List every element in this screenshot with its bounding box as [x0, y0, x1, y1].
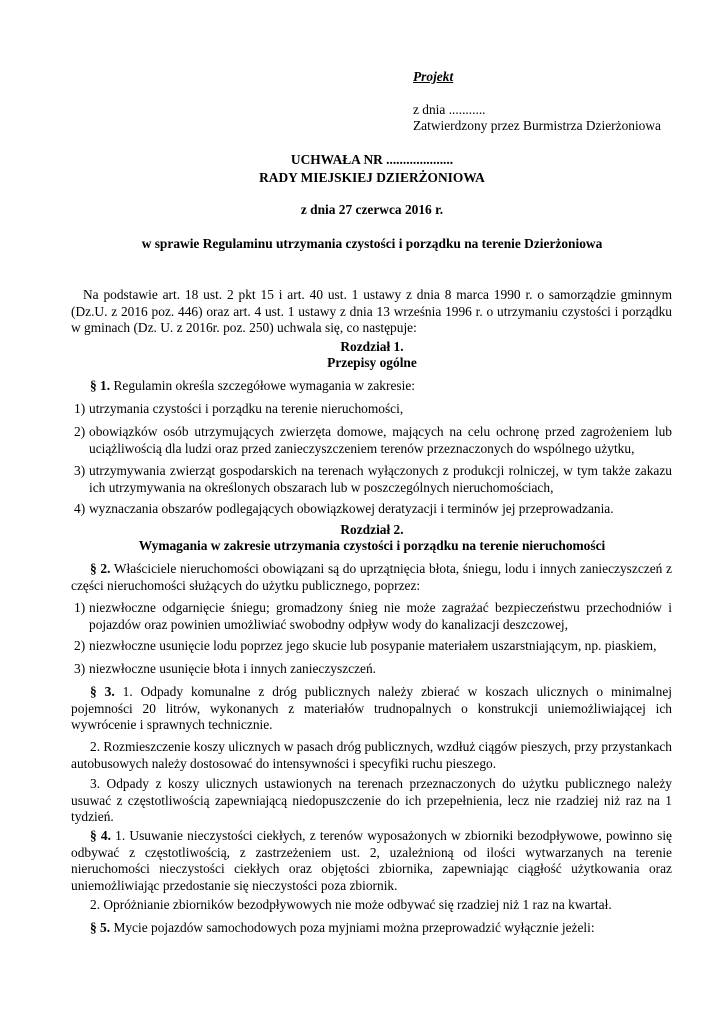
item-text: niezwłoczne odgarnięcie śniegu; gromadzony śnieg nie może zagrażać bezpieczeństwu przechodniów i pojazdów oraz powinien umożliwiać swobodny odpływ wody do kanalizacji deszczowej, [89, 600, 672, 632]
council-name: RADY MIEJSKIEJ DZIERŻONIOWA [259, 170, 485, 185]
item-text: utrzymywania zwierząt gospodarskich na terenach wyłączonych z produkcji rolniczej, w tym także zakazu ich utrzymywania na określonych obszarach lub w poszczególnych nieruchomościach, [89, 463, 672, 495]
par5-text: Mycie pojazdów samochodowych poza myjniami można przeprowadzić wyłącznie jeżeli: [110, 920, 595, 935]
item-number: 3) [74, 463, 86, 478]
par4-p2: 2. Opróżnianie zbiorników bezodpływowych nie może odbywać się rzadziej niż 1 raz na kwartał. [90, 897, 612, 912]
list-item [74, 661, 672, 678]
approved-line: Zatwierdzony przez Burmistrza Dzierżoniowa [413, 118, 661, 133]
chapter1-title: Przepisy ogólne [327, 355, 417, 370]
par1-text: Regulamin określa szczegółowe wymagania w zakresie: [110, 378, 415, 393]
par3-p1 [71, 684, 672, 734]
par4-text: 1. Usuwanie nieczystości ciekłych, z terenów wyposażonych w zbiorniki bezodpływowe, powinno się odbywać z częstotliwością, z zastrzeżeniem ust. 2, uzależnioną od ilości wytwarzanych na terenie nieruchomości nieczystości ciekłych oraz objętości zbiornika, zapewniając ciągłość użytkowania oraz uniemożliwiając przedostanie się nieczystości poza zbiornik. [71, 828, 672, 893]
item-text: wyznaczania obszarów podlegających obowiązkowej deratyzacji i terminów jej przeprowadzania. [89, 501, 614, 516]
par3-p3: 3. Odpady z koszy ulicznych ustawionych na terenach przeznaczonych do użytku publicznego należy usuwać z częstotliwością zapewniającą niedopuszczenie do ich przepełnienia, lecz nie rzadziej niż raz na 1 tydzień. [71, 776, 672, 824]
list-item [74, 638, 672, 655]
list-item [74, 401, 672, 418]
par3-mark: § 3. [90, 684, 115, 699]
list-item [74, 463, 672, 496]
list-item [74, 501, 672, 518]
date-line: z dnia ........... [413, 101, 486, 117]
preamble: Na podstawie art. 18 ust. 2 pkt 15 i art. 40 ust. 1 ustawy z dnia 8 marca 1990 r. o samorządzie gminnym (Dz.U. z 2016 poz. 446) oraz art. 4 ust. 1 ustawy z dnia 13 września 1996 r. o utrzymaniu czystości i porządku w gminach (Dz. U. z 2016r. poz. 250) uchwala się, co następuje: [71, 287, 672, 335]
item-text: niezwłoczne usunięcie błota i innych zanieczyszczeń. [89, 661, 377, 676]
par2-intro [71, 561, 672, 594]
par2-text: Właściciele nieruchomości obowiązani są do uprzątnięcia błota, śniegu, lodu i innych zanieczyszczeń z części nieruchomości służących do użytku publicznego, poprzez: [71, 561, 672, 593]
par5-mark: § 5. [90, 920, 111, 935]
par2-mark: § 2. [90, 561, 111, 576]
header-block [413, 69, 703, 135]
par1-intro [90, 378, 415, 395]
projekt-label: Projekt [413, 69, 454, 84]
item-number: 1) [74, 401, 86, 416]
item-number: 2) [74, 424, 86, 439]
resolution-number: UCHWAŁA NR .................... [290, 152, 454, 167]
item-text: utrzymania czystości i porządku na terenie nieruchomości, [89, 401, 404, 416]
list-item [74, 424, 672, 457]
par1-mark: § 1. [90, 378, 111, 393]
par3-text: 1. Odpady komunalne z dróg publicznych należy zbierać w koszach ulicznych o minimalnej pojemności 20 litrów, wykonanych z materiałów trudnopalnych o konstrukcji uniemożliwiającej ich wywrócenie i sprawnych technicznie. [71, 684, 672, 732]
par3-p2: 2. Rozmieszczenie koszy ulicznych w pasach dróg publicznych, wzdłuż ciągów pieszych, przy przystankach autobusowych należy dostosować do intensywności i specyfiki ruchu pieszego. [71, 739, 672, 771]
item-number: 1) [74, 600, 86, 615]
item-text: obowiązków osób utrzymujących zwierzęta domowe, mających na celu ochronę przed zagrożeniem lub uciążliwością dla ludzi oraz przed zanieczyszczeniem terenów przeznaczonych do wspólnego użytku, [89, 424, 672, 456]
resolution-date: z dnia 27 czerwca 2016 r. [300, 202, 444, 217]
item-number: 4) [74, 501, 86, 516]
chapter2-title: Wymagania w zakresie utrzymania czystości i porządku na terenie nieruchomości [138, 538, 606, 553]
par5-intro [90, 920, 595, 937]
resolution-subject: w sprawie Regulaminu utrzymania czystości i porządku na terenie Dzierżoniowa [141, 236, 603, 251]
par4-p1 [71, 828, 672, 894]
chapter2-heading: Rozdział 2. [340, 522, 404, 537]
item-text: niezwłoczne usunięcie lodu poprzez jego skucie lub posypanie materiałem uszarstniającym, np. piaskiem, [89, 638, 657, 653]
item-number: 2) [74, 638, 86, 653]
chapter1-heading: Rozdział 1. [340, 339, 404, 354]
par4-mark: § 4. [90, 828, 111, 843]
item-number: 3) [74, 661, 86, 676]
list-item [74, 600, 672, 633]
